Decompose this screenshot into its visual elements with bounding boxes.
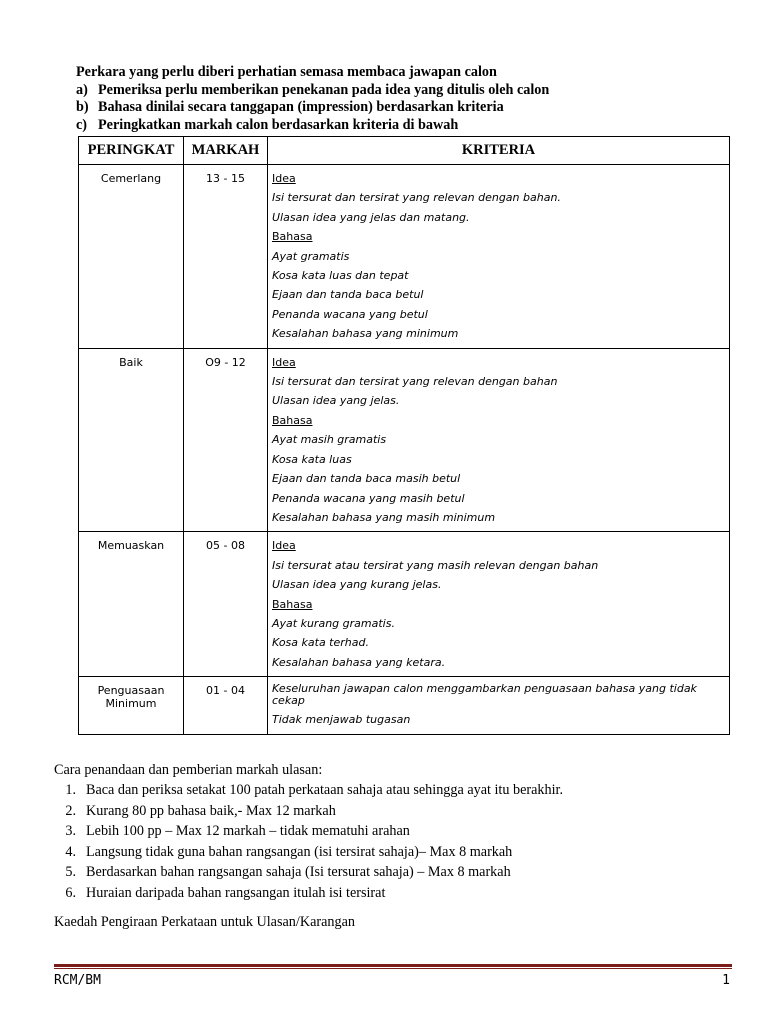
criteria-line: Ulasan idea yang jelas dan matang. xyxy=(272,210,470,224)
intro-text: Peringkatkan markah calon berdasarkan kriteria di bawah xyxy=(98,116,459,133)
page-number: 1 xyxy=(722,973,730,988)
list-text: Huraian daripada bahan rangsangan itulah isi tersirat xyxy=(86,884,386,901)
list-text: Kurang 80 pp bahasa baik,- Max 12 markah xyxy=(86,802,336,819)
footer-divider-thick xyxy=(54,964,732,967)
list-text: Lebih 100 pp – Max 12 markah – tidak mematuhi arahan xyxy=(86,823,410,840)
mark-cell: 01 - 04 xyxy=(184,677,268,734)
criteria-line: Penanda wacana yang masih betul xyxy=(272,491,465,505)
intro-marker: c) xyxy=(76,116,88,133)
list-number: 2. xyxy=(65,802,76,819)
criteria-cell xyxy=(268,677,730,734)
intro-block xyxy=(76,64,736,134)
list-number: 3. xyxy=(65,823,76,840)
column-header-kriteria: KRITERIA xyxy=(268,137,730,165)
criteria-line: Kosa kata luas xyxy=(272,452,352,466)
grade-cell: Cemerlang xyxy=(79,165,184,349)
list-number: 5. xyxy=(65,864,76,881)
criteria-line: Ayat masih gramatis xyxy=(272,433,387,447)
footer-label: RCM/BM xyxy=(54,973,101,988)
list-text: Baca dan periksa setakat 100 patah perkataan sahaja atau sehingga ayat itu berakhir. xyxy=(86,782,564,798)
criteria-line: Ulasan idea yang kurang jelas. xyxy=(272,578,442,592)
table-row-penguasaan-minimum xyxy=(79,677,730,734)
list-number: 1. xyxy=(65,782,76,798)
criteria-cell xyxy=(268,348,730,532)
intro-heading: Perkara yang perlu diberi perhatian semasa membaca jawapan calon xyxy=(76,64,497,80)
cara-heading: Cara penandaan dan pemberian markah ulasan: xyxy=(54,762,323,778)
criteria-line: Tidak menjawab tugasan xyxy=(272,713,411,727)
intro-item-c xyxy=(76,117,736,135)
criteria-line: Isi tersurat dan tersirat yang relevan dengan bahan xyxy=(272,375,558,389)
criteria-line: Isi tersurat dan tersirat yang relevan dengan bahan. xyxy=(272,191,561,205)
criteria-heading-idea: Idea xyxy=(272,539,296,553)
criteria-line: Ejaan dan tanda baca betul xyxy=(272,288,424,302)
table-row-baik xyxy=(79,348,730,532)
grade-cell xyxy=(79,677,184,734)
table-row-memuaskan xyxy=(79,532,730,677)
list-text: Berdasarkan bahan rangsangan sahaja (Isi tersurat sahaja) – Max 8 markah xyxy=(86,864,511,881)
criteria-line: Keseluruhan jawapan calon menggambarkan penguasaan bahasa yang tidak cekap xyxy=(272,682,697,707)
grade-line: Minimum xyxy=(105,697,157,711)
grade-line: Penguasaan xyxy=(97,684,165,698)
list-item xyxy=(54,801,734,822)
list-item xyxy=(54,821,734,842)
list-text: Langsung tidak guna bahan rangsangan (isi tersirat sahaja)– Max 8 markah xyxy=(86,843,513,860)
grade-cell: Memuaskan xyxy=(79,532,184,677)
criteria-line: Ayat gramatis xyxy=(272,249,350,263)
list-item xyxy=(54,780,734,801)
table-header-row xyxy=(79,137,730,165)
criteria-line: Ejaan dan tanda baca masih betul xyxy=(272,472,461,486)
footer-divider xyxy=(54,964,732,969)
criteria-line: Ulasan idea yang jelas. xyxy=(272,394,400,408)
list-number: 4. xyxy=(65,843,76,860)
criteria-cell xyxy=(268,532,730,677)
criteria-heading-bahasa: Bahasa xyxy=(272,597,313,611)
criteria-line: Isi tersurat atau tersirat yang masih relevan dengan bahan xyxy=(272,558,599,572)
intro-item-b xyxy=(76,99,736,117)
intro-marker: a) xyxy=(76,81,88,98)
criteria-heading-idea: Idea xyxy=(272,355,296,369)
cara-list xyxy=(54,780,734,904)
criteria-line: Kesalahan bahasa yang masih minimum xyxy=(272,510,496,524)
cara-block xyxy=(54,760,734,904)
intro-marker: b) xyxy=(76,99,89,115)
list-item xyxy=(54,842,734,863)
list-number: 6. xyxy=(65,884,76,901)
kaedah-heading: Kaedah Pengiraan Perkataan untuk Ulasan/Karangan xyxy=(54,914,355,930)
footer-divider-thin xyxy=(54,968,732,969)
column-header-peringkat: PERINGKAT xyxy=(79,137,184,165)
criteria-line: Kosa kata luas dan tepat xyxy=(272,269,409,283)
grade-cell: Baik xyxy=(79,348,184,532)
table-row-cemerlang xyxy=(79,165,730,349)
list-item xyxy=(54,883,734,904)
mark-cell: O9 - 12 xyxy=(184,348,268,532)
criteria-heading-bahasa: Bahasa xyxy=(272,230,313,244)
criteria-line: Penanda wacana yang betul xyxy=(272,307,428,321)
intro-item-a xyxy=(76,82,736,100)
criteria-line: Kesalahan bahasa yang ketara. xyxy=(272,655,446,669)
mark-cell: 05 - 08 xyxy=(184,532,268,677)
criteria-cell xyxy=(268,165,730,349)
mark-cell: 13 - 15 xyxy=(184,165,268,349)
criteria-heading-idea: Idea xyxy=(272,172,296,185)
intro-text: Pemeriksa perlu memberikan penekanan pada idea yang ditulis oleh calon xyxy=(98,81,550,98)
rubric-table xyxy=(78,136,730,735)
criteria-heading-bahasa: Bahasa xyxy=(272,413,313,427)
list-item xyxy=(54,862,734,883)
criteria-line: Ayat kurang gramatis. xyxy=(272,616,395,630)
criteria-line: Kosa kata terhad. xyxy=(272,636,369,650)
criteria-line: Kesalahan bahasa yang minimum xyxy=(272,327,459,341)
column-header-markah: MARKAH xyxy=(184,137,268,165)
intro-text: Bahasa dinilai secara tanggapan (impression) berdasarkan kriteria xyxy=(98,99,504,115)
